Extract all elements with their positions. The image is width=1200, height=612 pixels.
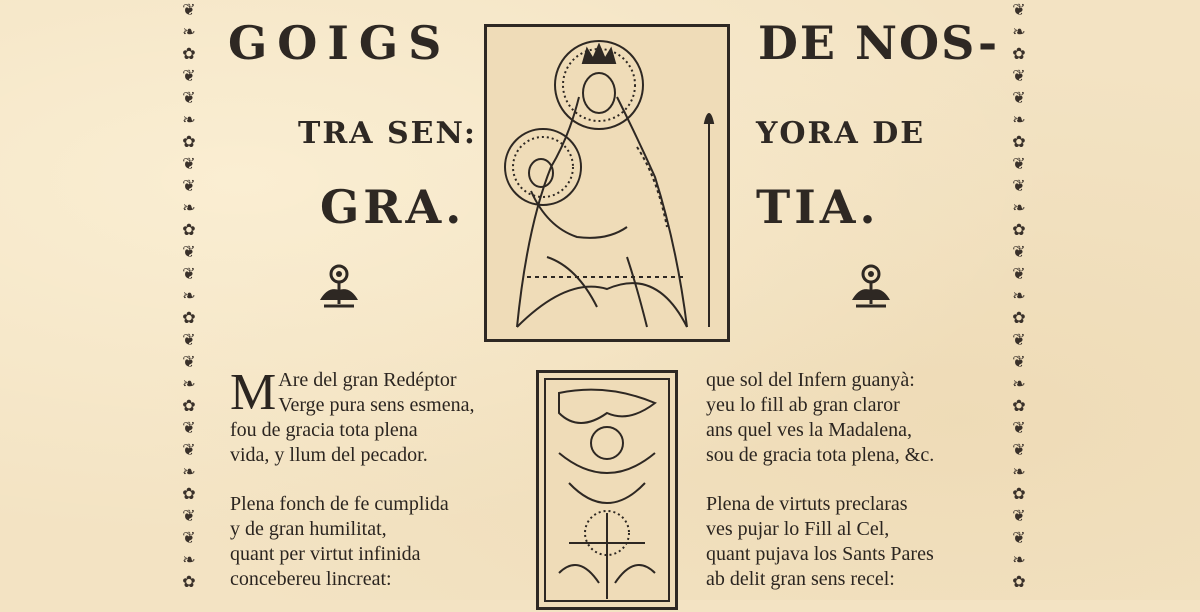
border-ornament-icon: ❧: [182, 376, 196, 393]
madonna-and-child-icon: [487, 27, 727, 339]
verse-line: ans quel ves la Madalena,: [706, 419, 913, 441]
border-ornament-icon: ❦: [182, 420, 196, 437]
border-ornament-icon: ❦: [182, 244, 196, 261]
border-ornament-icon: ✿: [182, 222, 196, 239]
border-ornament-icon: ❦: [1012, 266, 1026, 283]
verse-line: Plena de virtuts preclaras: [706, 493, 908, 515]
madonna-woodcut-image: [484, 24, 730, 342]
border-ornament-icon: ❦: [182, 178, 196, 195]
crucifix-woodcut-image: [536, 370, 678, 610]
border-ornament-icon: ❦: [1012, 90, 1026, 107]
border-ornament-icon: ✿: [182, 134, 196, 151]
border-ornament-icon: ❧: [182, 24, 196, 41]
border-ornament-icon: ❦: [182, 90, 196, 107]
border-ornament-icon: ❦: [1012, 156, 1026, 173]
border-ornament-icon: ❦: [1012, 2, 1026, 19]
verse-line: yeu lo fill ab gran claror: [706, 394, 900, 416]
drop-cap: M: [230, 364, 277, 421]
stanza-second-left: [230, 492, 449, 592]
verse-line: Are del gran Redéptor: [278, 369, 457, 391]
border-ornament-icon: ❧: [182, 112, 196, 129]
border-ornament-icon: ❧: [182, 200, 196, 217]
title-tia: TIA.: [756, 180, 880, 234]
border-ornament-icon: ❦: [1012, 68, 1026, 85]
verse-line: Verge pura sens esmena,: [278, 394, 475, 416]
border-ornament-icon: ✿: [1012, 46, 1026, 63]
border-ornament-icon: ✿: [182, 398, 196, 415]
border-ornament-icon: ✿: [182, 310, 196, 327]
border-ornament-icon: ❦: [182, 354, 196, 371]
border-ornament-icon: ❧: [1012, 200, 1026, 217]
border-ornament-icon: ❦: [1012, 354, 1026, 371]
verse-line: ves pujar lo Fill al Cel,: [706, 518, 890, 540]
border-ornament-icon: ❧: [182, 552, 196, 569]
flower-ornament-icon: [846, 260, 896, 310]
border-ornament-icon: ❦: [182, 442, 196, 459]
border-ornament-icon: ✿: [1012, 486, 1026, 503]
border-ornament-icon: ❧: [1012, 24, 1026, 41]
border-ornament-icon: ❦: [1012, 332, 1026, 349]
border-ornament-icon: ❦: [182, 266, 196, 283]
title-gra: GRA.: [320, 180, 466, 234]
border-ornament-icon: ❧: [1012, 112, 1026, 129]
border-ornament-icon: ❧: [1012, 464, 1026, 481]
border-ornament-icon: ✿: [1012, 398, 1026, 415]
verse-line: Plena fonch de fe cumplida: [230, 493, 449, 515]
border-ornament-icon: ✿: [182, 574, 196, 591]
verse-line: quant pujava los Sants Pares: [706, 543, 934, 565]
flower-ornament-icon: [314, 260, 364, 310]
verse-line: concebereu lincreat:: [230, 568, 392, 590]
stanza-second-right: [706, 492, 934, 592]
border-ornament-icon: ❧: [182, 288, 196, 305]
border-ornament-icon: ❦: [1012, 178, 1026, 195]
border-ornament-icon: ❦: [1012, 420, 1026, 437]
verse-line: que sol del Infern guanyà:: [706, 369, 915, 391]
verse-line: y de gran humilitat,: [230, 518, 387, 540]
verse-line: fou de gracia tota plena: [230, 419, 418, 441]
border-ornament-icon: ❧: [1012, 288, 1026, 305]
border-ornament-icon: ✿: [182, 486, 196, 503]
crucifix-icon: [539, 373, 675, 607]
border-ornament-icon: ❧: [182, 464, 196, 481]
title-yora-de: YORA DE: [756, 116, 926, 151]
border-ornament-icon: ✿: [1012, 574, 1026, 591]
border-ornament-icon: ✿: [182, 46, 196, 63]
border-ornament-icon: ❦: [182, 2, 196, 19]
left-ornamental-border: [176, 0, 202, 600]
verse-line: vida, y llum del pecador.: [230, 444, 428, 466]
title-goigs: GOIGS: [228, 16, 452, 70]
border-ornament-icon: ❦: [1012, 530, 1026, 547]
border-ornament-icon: ✿: [1012, 134, 1026, 151]
stanza-first-left: [230, 364, 475, 468]
border-ornament-icon: ❧: [1012, 552, 1026, 569]
verse-line: quant per virtut infinida: [230, 543, 421, 565]
title-tra-sen: TRA SEN:: [298, 116, 477, 151]
right-ornamental-border: [1006, 0, 1032, 600]
border-ornament-icon: ❦: [1012, 442, 1026, 459]
border-ornament-icon: ❦: [1012, 508, 1026, 525]
border-ornament-icon: ❦: [182, 332, 196, 349]
border-ornament-icon: ❦: [182, 68, 196, 85]
verse-line: sou de gracia tota plena, &c.: [706, 444, 935, 466]
border-ornament-icon: ❦: [182, 156, 196, 173]
border-ornament-icon: ❧: [1012, 376, 1026, 393]
stanza-first-right: [706, 368, 934, 468]
verse-line: ab delit gran sens recel:: [706, 568, 895, 590]
border-ornament-icon: ❦: [182, 508, 196, 525]
title-de-nos: DE NOS-: [758, 16, 1000, 70]
border-ornament-icon: ❦: [182, 530, 196, 547]
border-ornament-icon: ✿: [1012, 310, 1026, 327]
border-ornament-icon: ❦: [1012, 244, 1026, 261]
border-ornament-icon: ✿: [1012, 222, 1026, 239]
